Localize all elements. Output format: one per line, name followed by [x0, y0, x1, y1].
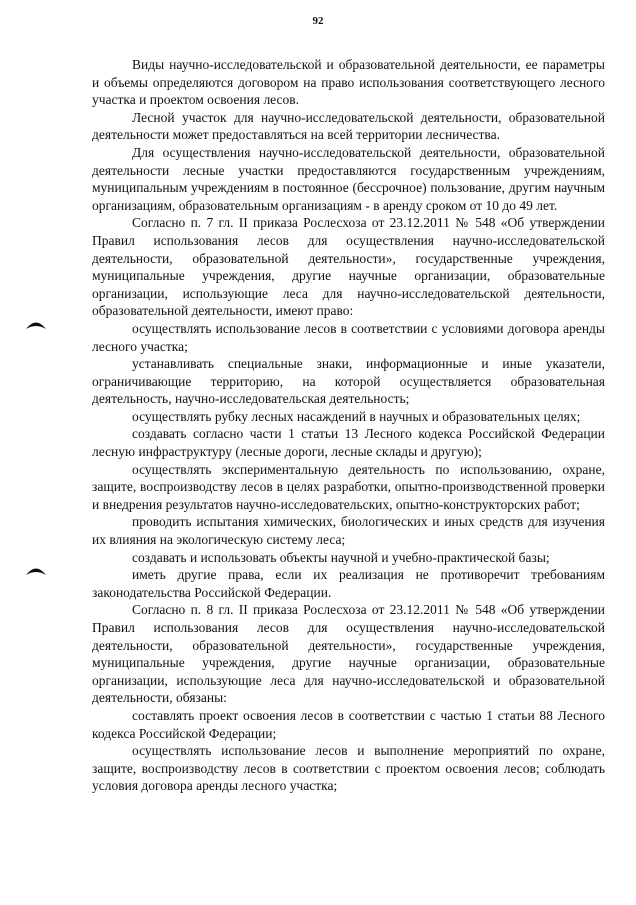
paragraph: Виды научно-исследовательской и образовательной деятельности, ее параметры и объемы определяются договором на право использования соответствующего лесного участка и проектом освоения лесов.	[92, 57, 605, 108]
list-item: проводить испытания химических, биологических и иных средств для изучения их влияния на экологическую систему леса;	[92, 514, 605, 548]
list-item: составлять проект освоения лесов в соответствии с частью 1 статьи 88 Лесного кодекса Российской Федерации;	[92, 707, 605, 741]
list-item: создавать и использовать объекты научной и учебно-практической базы;	[132, 549, 550, 565]
paragraph: Для осуществления научно-исследовательской деятельности, образовательной деятельности лесные участки предоставляются государственным учреждениям, муниципальным учреждениям в постоянное (бессрочное) пользование, другим научным организациям, образовательным организациям - в аренду сроком от 10 до 49 лет.	[92, 144, 605, 213]
list-item: осуществлять использование лесов в соответствии с условиями договора аренды лесного участка;	[92, 320, 605, 354]
list-item: иметь другие права, если их реализация не противоречит требованиям законодательства Российской Федерации.	[92, 567, 605, 600]
paragraph: Согласно п. 7 гл. II приказа Рослесхоза от 23.12.2011 № 548 «Об утверждении Правил использования лесов для осуществления научно-исследовательской деятельности, образовательной деятельности», государственные учреждения, муниципальные учреждения, другие научные организации, образовательные организации, использующие леса для научно-исследовательской деятельности, образовательной деятельности, имеют право:	[92, 215, 605, 319]
list-item: осуществлять использование лесов и выполнение мероприятий по охране, защите, воспроизводству лесов в соответствии с проектом освоения лесов; соблюдать условия договора аренды лесного участка;	[92, 743, 605, 794]
list-item: создавать согласно части 1 статьи 13 Лесного кодекса Российской Федерации лесную инфраструктуру (лесные дороги, лесные склады и другую);	[92, 426, 605, 460]
list-item: устанавливать специальные знаки, информационные и иные указатели, ограничивающие территорию, на которой осуществляется образовательная деятельность, научно-исследовательская деятельность;	[92, 356, 605, 407]
list-item: осуществлять экспериментальную деятельность по использованию, охране, защите, воспроизводству лесов в целях разработки, опытно-производственной проверки и внедрения результатов научно-исследовательских, опытно-конструкторских работ;	[92, 461, 605, 512]
binder-hole-mark-icon	[25, 318, 47, 330]
list-item: осуществлять рубку лесных насаждений в научных и образовательных целях;	[132, 408, 581, 424]
paragraph: Согласно п. 8 гл. II приказа Рослесхоза от 23.12.2011 № 548 «Об утверждении Правил использования лесов для осуществления научно-исследовательской деятельности, образовательной деятельности», государственные учреждения, муниципальные учреждения, другие научные организации, образовательные организации, использующие леса для научно-исследовательской и образовательной деятельности, обязаны:	[92, 602, 605, 706]
binder-hole-mark-icon	[25, 564, 47, 576]
document-body	[92, 56, 605, 795]
paragraph: Лесной участок для научно-исследовательской деятельности, образовательной деятельности может предоставляться на всей территории лесничества.	[92, 109, 605, 143]
page-number: 92	[312, 15, 324, 27]
